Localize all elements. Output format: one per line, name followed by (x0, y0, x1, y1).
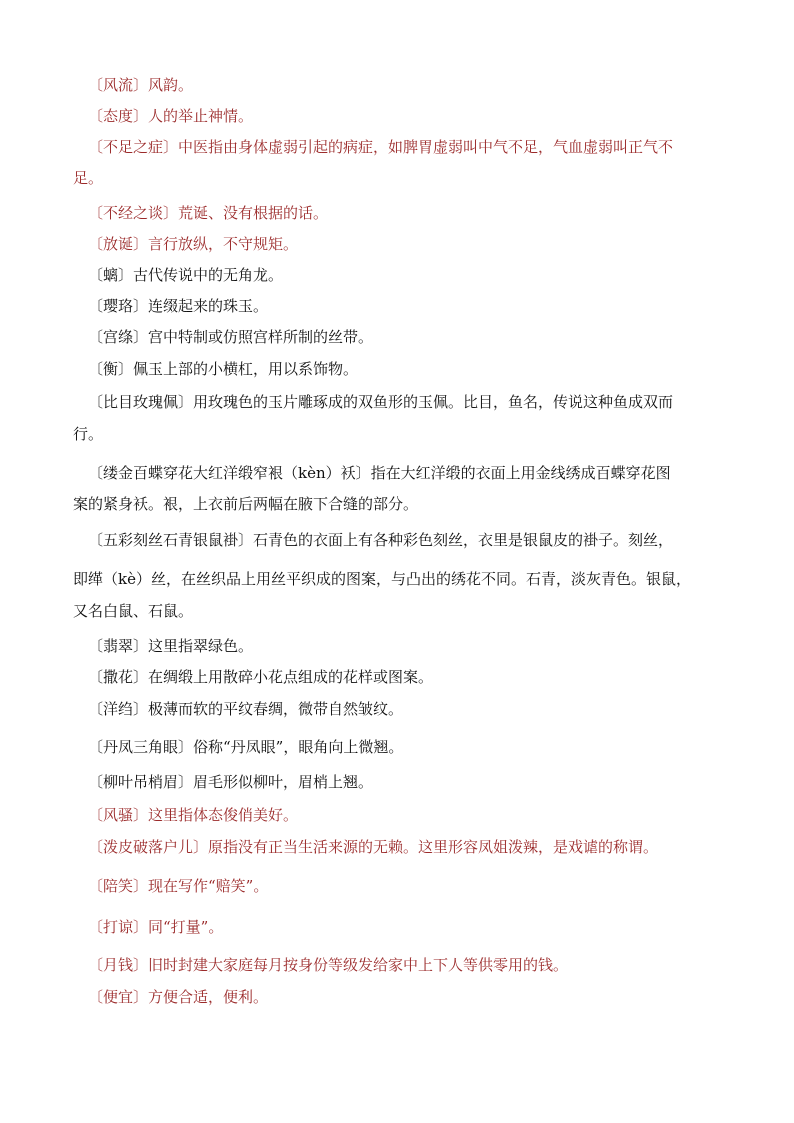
entry-peixiao: 〔陪笑〕现在写作“赔笑”。 (88, 877, 269, 895)
entry-sahua: 〔撒花〕在绸缎上用散碎小花点组成的花样或图案。 (88, 668, 434, 686)
entry-buzuzhizheng: 〔不足之症〕中医指由身体虚弱引起的病症，如脾胃虚弱叫中气不足，气血虚弱叫正气不 (88, 138, 674, 156)
entry-pianyi: 〔便宜〕方便合适，便利。 (88, 988, 269, 1006)
entry-liuye: 〔柳叶吊梢眉〕眉毛形似柳叶，眉梢上翘。 (88, 773, 374, 791)
entry-feicui: 〔翡翠〕这里指翠绿色。 (88, 637, 254, 655)
entry-yueqian: 〔月钱〕旧时封建大家庭每月按身份等级发给家中上下人等供零用的钱。 (88, 956, 569, 974)
entry-bimu: 〔比目玫瑰佩〕用玫瑰色的玉片雕琢成的双鱼形的玉佩。比目，鱼名，传说这种鱼成双而 (88, 393, 674, 411)
entry-wucai-cont: 即缂（kè）丝，在丝织品上用丝平织成的图案，与凸出的绣花不同。石青，淡灰青色。银鼠， (73, 570, 691, 588)
entry-popi: 〔泼皮破落户儿〕原指没有正当生活来源的无赖。这里形容凤姐泼辣，是戏谑的称谓。 (88, 838, 659, 856)
entry-chi: 〔螭〕古代传说中的无角龙。 (88, 266, 284, 284)
entry-daliang: 〔打谅〕同“打量”。 (88, 918, 224, 936)
entry-bujingzhitan: 〔不经之谈〕荒诞、没有根据的话。 (88, 204, 329, 222)
entry-lvjin: 〔缕金百蝶穿花大红洋缎窄裉（kèn）袄〕指在大红洋缎的衣面上用金线绣成百蝶穿花图 (88, 464, 671, 482)
entry-yingluo: 〔璎珞〕连缀起来的珠玉。 (88, 297, 269, 315)
entry-fengsao: 〔风骚〕这里指体态俊俏美好。 (88, 806, 299, 824)
entry-bimu-cont: 行。 (73, 425, 104, 443)
entry-gongtao: 〔宫绦〕宫中特制或仿照宫样所制的丝带。 (88, 328, 374, 346)
entry-fangdan: 〔放诞〕言行放纵，不守规矩。 (88, 235, 299, 253)
entry-heng: 〔衡〕佩玉上部的小横杠，用以系饰物。 (88, 360, 359, 378)
entry-fengliu: 〔风流〕风韵。 (88, 76, 194, 94)
entry-yangzhou: 〔洋绉〕极薄而软的平纹春绸，微带自然皱纹。 (88, 700, 404, 718)
entry-wucai-cont2: 又名白鼠、石鼠。 (73, 602, 194, 620)
entry-lvjin-cont: 案的紧身袄。裉，上衣前后两幅在腋下合缝的部分。 (73, 495, 419, 513)
entry-buzuzhizheng-cont: 足。 (73, 169, 104, 187)
entry-taidu: 〔态度〕人的举止神情。 (88, 107, 254, 125)
entry-wucai: 〔五彩刻丝石青银鼠褂〕石青色的衣面上有各种彩色刻丝，衣里是银鼠皮的褂子。刻丝， (88, 531, 674, 549)
entry-danfeng: 〔丹凤三角眼〕俗称“丹凤眼”，眼角向上微翘。 (88, 738, 404, 756)
